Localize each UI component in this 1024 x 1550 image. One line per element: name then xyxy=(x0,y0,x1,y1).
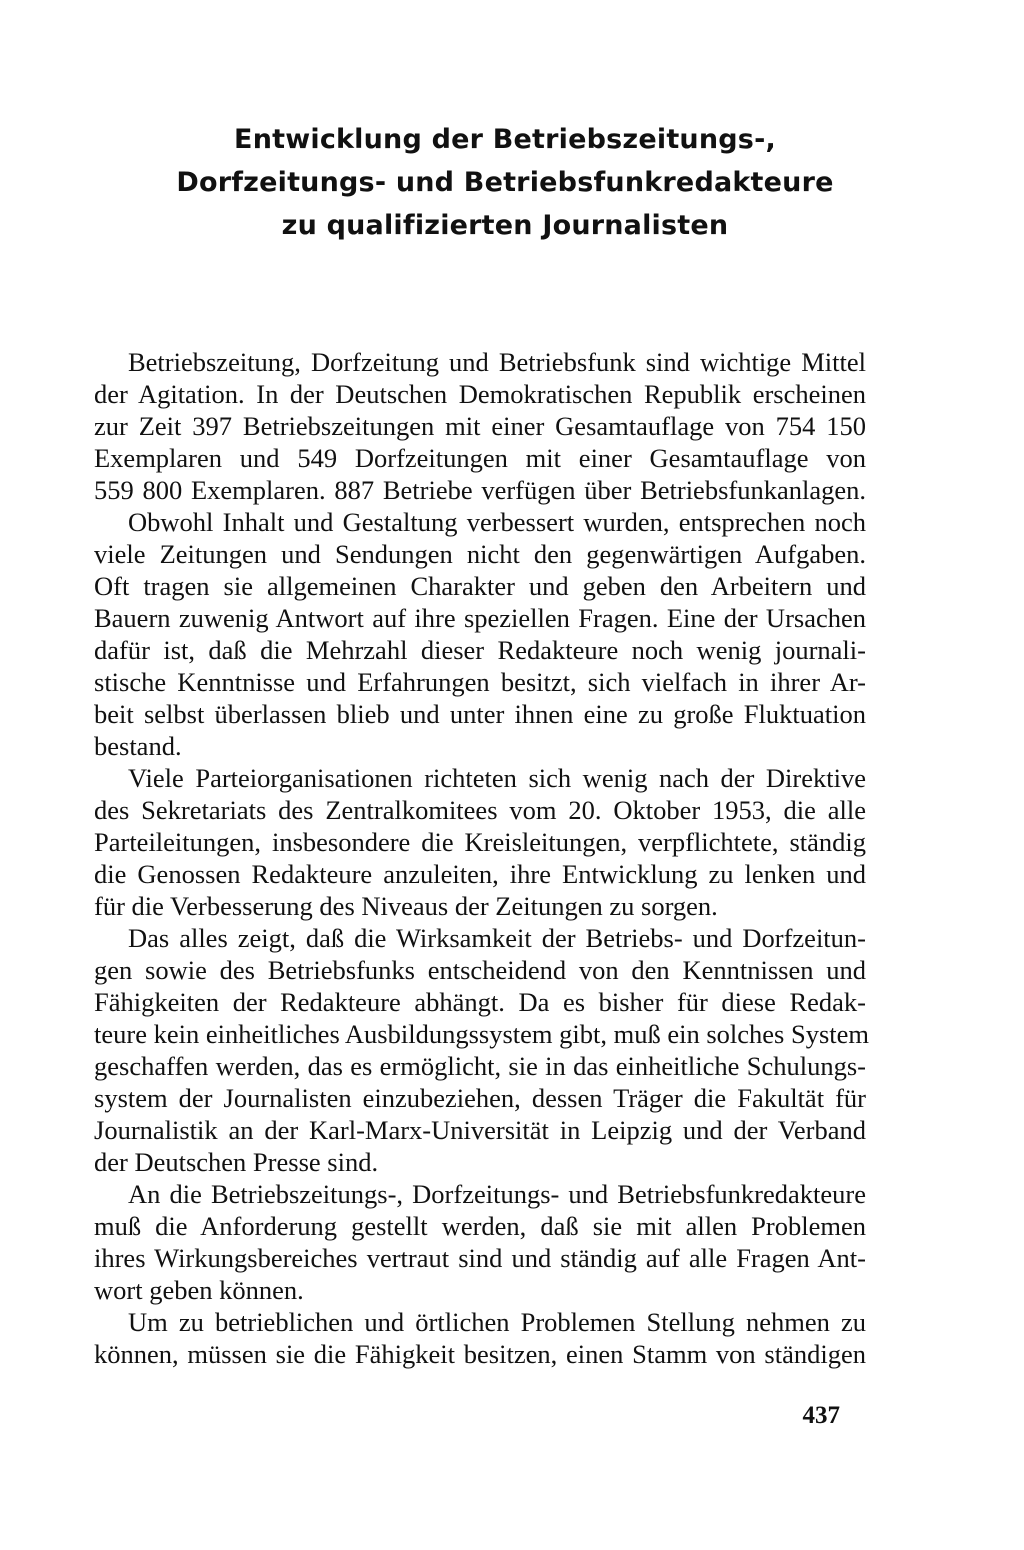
paragraph xyxy=(94,922,870,1178)
text-line: muß die Anforderung gestellt werden, daß sie mit allen Problemen xyxy=(94,1211,866,1241)
text-line: Journalistik an der Karl-Marx-Universität in Leipzig und der Verband xyxy=(94,1115,866,1145)
title-line: Dorfzeitungs- und Betriebsfunkredakteure xyxy=(176,167,834,198)
text-line: Obwohl Inhalt und Gestaltung verbessert wurden, entsprechen noch xyxy=(128,507,866,537)
text-line: ihres Wirkungsbereiches vertraut sind und ständig auf alle Fragen Ant- xyxy=(94,1243,866,1273)
text-line: viele Zeitungen und Sendungen nicht den gegenwärtigen Aufgaben. xyxy=(94,539,866,569)
title-line: zu qualifizierten Journalisten xyxy=(281,210,729,241)
title-line: Entwicklung der Betriebszeitungs-, xyxy=(234,124,776,155)
text-line: beit selbst überlassen blieb und unter ihnen eine zu große Fluktuation xyxy=(94,699,866,729)
text-line: gen sowie des Betriebsfunks entscheidend von den Kenntnissen und xyxy=(94,955,866,985)
text-line: zur Zeit 397 Betriebszeitungen mit einer Gesamtauflage von 754 150 xyxy=(94,411,866,441)
text-line: Betriebszeitung, Dorfzeitung und Betriebsfunk sind wichtige Mittel xyxy=(128,347,866,377)
text-line: die Genossen Redakteure anzuleiten, ihre Entwicklung zu lenken und xyxy=(94,859,866,889)
text-line: des Sekretariats des Zentralkomitees vom 20. Oktober 1953, die alle xyxy=(94,795,866,825)
text-line: stische Kenntnisse und Erfahrungen besitzt, sich vielfach in ihrer Ar- xyxy=(94,667,866,697)
text-line: bestand. xyxy=(94,731,182,761)
text-line: teure kein einheitliches Ausbildungssystem gibt, muß ein solches System xyxy=(94,1019,870,1049)
text-line: system der Journalisten einzubeziehen, dessen Träger die Fakultät für xyxy=(94,1083,866,1113)
text-line: geschaffen werden, das es ermöglicht, sie in das einheitliche Schulungs- xyxy=(94,1051,866,1081)
paragraph xyxy=(94,346,866,506)
text-line: Fähigkeiten der Redakteure abhängt. Da es bisher für diese Redak- xyxy=(94,987,866,1017)
paragraph xyxy=(94,506,866,762)
text-line: für die Verbesserung des Niveaus der Zeitungen zu sorgen. xyxy=(94,891,718,921)
text-line: Das alles zeigt, daß die Wirksamkeit der Betriebs- und Dorfzeitun- xyxy=(128,923,866,953)
text-line: An die Betriebszeitungs-, Dorfzeitungs- und Betriebsfunkredakteure xyxy=(128,1179,866,1209)
text-line: der Agitation. In der Deutschen Demokratischen Republik erscheinen xyxy=(94,379,866,409)
paragraph xyxy=(94,1178,866,1306)
text-line: 559 800 Exemplaren. 887 Betriebe verfügen über Betriebsfunkanlagen. xyxy=(94,475,866,505)
text-line: können, müssen sie die Fähigkeit besitzen, einen Stamm von ständigen xyxy=(94,1339,866,1369)
paragraph xyxy=(94,762,866,922)
text-line: Bauern zuwenig Antwort auf ihre speziellen Fragen. Eine der Ursachen xyxy=(94,603,866,633)
chapter-title xyxy=(150,118,860,247)
text-line: der Deutschen Presse sind. xyxy=(94,1147,379,1177)
text-line: dafür ist, daß die Mehrzahl dieser Redakteure noch wenig journali- xyxy=(94,635,866,665)
text-line: wort geben können. xyxy=(94,1275,304,1305)
body-text xyxy=(94,346,870,1370)
text-line: Parteileitungen, insbesondere die Kreisleitungen, verpflichtete, ständig xyxy=(94,827,866,857)
page-number: 437 xyxy=(802,1402,840,1429)
text-line: Oft tragen sie allgemeinen Charakter und geben den Arbeitern und xyxy=(94,571,866,601)
paragraph xyxy=(94,1306,866,1370)
text-line: Exemplaren und 549 Dorfzeitungen mit einer Gesamtauflage von xyxy=(94,443,866,473)
text-line: Um zu betrieblichen und örtlichen Problemen Stellung nehmen zu xyxy=(128,1307,866,1337)
text-line: Viele Parteiorganisationen richteten sich wenig nach der Direktive xyxy=(128,763,866,793)
